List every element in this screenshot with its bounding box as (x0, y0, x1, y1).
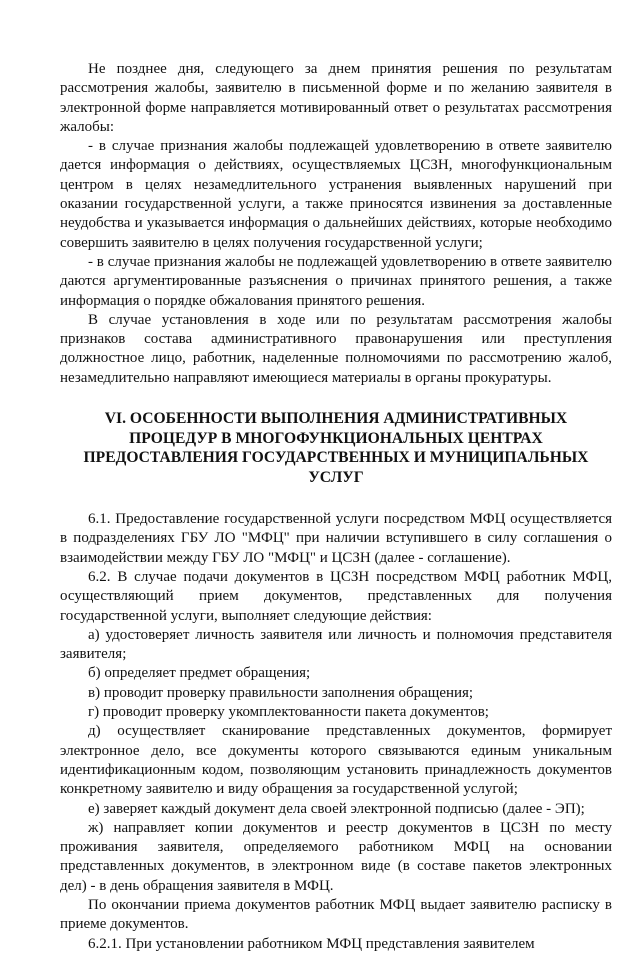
list-item-b: б) определяет предмет обращения; (88, 665, 311, 682)
document-page (60, 60, 612, 954)
paragraph-6-1: 6.1. Предоставление государственной услуги посредством МФЦ осуществляется в подразделениях ГБУ ЛО "МФЦ" при наличии вступившего в силу соглашения о взаимодействии между ГБУ ЛО "МФЦ" и ЦСЗН (далее - соглашение). (60, 511, 612, 566)
section-heading: VI. ОСОБЕННОСТИ ВЫПОЛНЕНИЯ АДМИНИСТРАТИВНЫХ ПРОЦЕДУР В МНОГОФУНКЦИОНАЛЬНЫХ ЦЕНТРАХ ПРЕДОСТАВЛЕНИЯ ГОСУДАРСТВЕННЫХ И МУНИЦИПАЛЬНЫХ УСЛУГ (83, 410, 589, 486)
list-item-e: е) заверяет каждый документ дела своей электронной подписью (далее - ЭП); (88, 800, 585, 817)
list-item-a: а) удостоверяет личность заявителя или личность и полномочия представителя заявителя; (60, 626, 612, 663)
paragraph-response-deadline: Не позднее дня, следующего за днем принятия решения по результатам рассмотрения жалобы, заявителю в письменной форме и по желанию заявителя в электронной форме направляется мотивированный ответ о результатах рассмотрения жалобы: (60, 61, 612, 135)
list-item-v: в) проводит проверку правильности заполнения обращения; (88, 684, 474, 701)
list-item-g: г) проводит проверку укомплектованности пакета документов; (88, 704, 489, 721)
paragraph-complaint-satisfied: - в случае признания жалобы подлежащей удовлетворению в ответе заявителю дается информация о действиях, осуществляемых ЦСЗН, многофункциональным центром в целях незамедлительного устранения выявленных нарушений при оказании государственной услуги, а также приносятся извинения за доставленные неудобства и указывается информация о дальнейших действиях, которые необходимо совершить заявителю в целях получения государственной услуги; (60, 138, 612, 251)
paragraph-6-2-1: 6.2.1. При установлении работником МФЦ представления заявителем (88, 935, 535, 952)
paragraph-receipt: По окончании приема документов работник МФЦ выдает заявителю расписку в приеме документов. (60, 896, 612, 933)
paragraph-prosecutor-referral: В случае установления в ходе или по результатам рассмотрения жалобы признаков состава административного правонарушения или преступления должностное лицо, работник, наделенные полномочиями по рассмотрению жалоб, незамедлительно направляют имеющиеся материалы в органы прокуратуры. (60, 311, 612, 386)
list-item-zh: ж) направляет копии документов и реестр документов в ЦСЗН по месту проживания заявителя, определяемого работником МФЦ на основании представленных документов, в электронном виде (в составе пакетов электронных дел) - в день обращения заявителя в МФЦ. (60, 819, 612, 894)
list-item-d: д) осуществляет сканирование представленных документов, формирует электронное дело, все документы которого связываются единым уникальным идентификационным кодом, позволяющим установить принадлежность документов конкретному заявителю и виду обращения за государственной услугой; (60, 723, 612, 798)
paragraph-6-2: 6.2. В случае подачи документов в ЦСЗН посредством МФЦ работник МФЦ, осуществляющий прием документов, представленных для получения государственной услуги, выполняет следующие действия: (60, 568, 612, 624)
paragraph-complaint-rejected: - в случае признания жалобы не подлежащей удовлетворению в ответе заявителю даются аргументированные разъяснения о причинах принятого решения, а также информация о порядке обжалования принятого решения. (60, 253, 612, 309)
